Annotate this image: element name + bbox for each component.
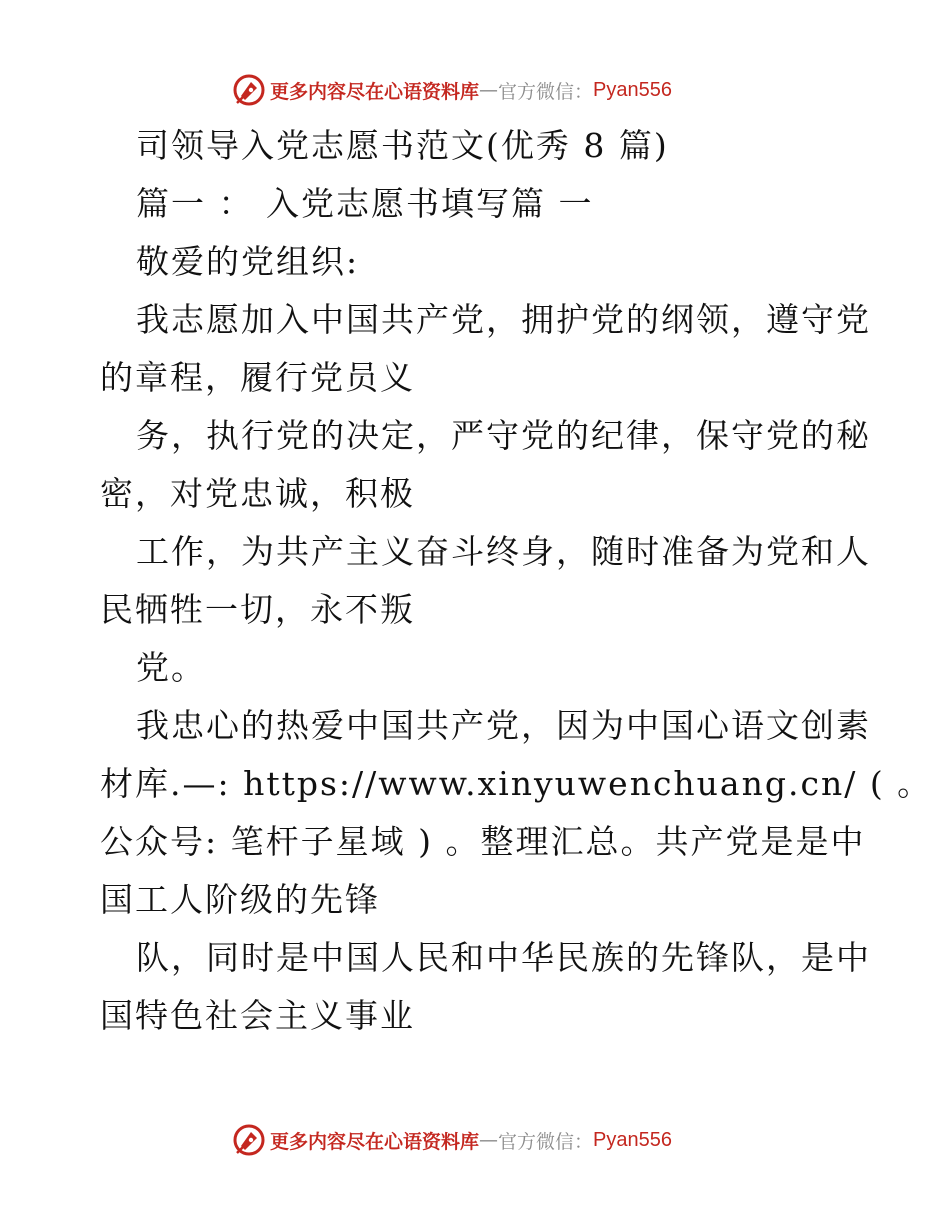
salutation: 敬爱的党组织: [136, 242, 360, 281]
pen-nib-logo-icon [232, 73, 266, 107]
body-line: 的章程，履行党员义 [100, 358, 415, 397]
wechat-label: 官方微信： [498, 80, 594, 103]
site-name-text: 更多内容尽在心语资料库 [270, 80, 480, 103]
wechat-id: Pyan556 [593, 1128, 672, 1151]
footer-banner [232, 1123, 672, 1157]
body-line: 我志愿加入中国共产党，拥护党的纲领，遵守党 [136, 300, 871, 339]
body-line: 民牺牲一切，永不叛 [100, 590, 415, 629]
body-line: 国特色社会主义事业 [100, 996, 415, 1035]
body-line: 材库.—: https://www.xinyuwenchuang.cn/ ( 。 [100, 764, 933, 803]
header-banner [232, 73, 672, 107]
body-line: 队，同时是中国人民和中华民族的先锋队，是中 [136, 938, 871, 977]
body-line: 我忠心的热爱中国共产党，因为中国心语文创素 [136, 706, 871, 745]
body-line: 务，执行党的决定，严守党的纪律，保守党的秘 [136, 416, 871, 455]
body-line: 国工人阶级的先锋 [100, 880, 380, 919]
body-line: 公众号: 笔杆子星域 ) 。整理汇总。共产党是是中 [100, 822, 866, 861]
body-line: 密，对党忠诚，积极 [100, 474, 415, 513]
body-line: 工作，为共产主义奋斗终身，随时准备为党和人 [136, 532, 871, 571]
site-name-text: 更多内容尽在心语资料库 [270, 1130, 480, 1153]
document-title: 司领导入党志愿书范文(优秀 8 篇) [136, 126, 669, 165]
section-heading: 篇一 ： 入党志愿书填写篇 一 [136, 184, 594, 223]
banner-separator: — [479, 1129, 499, 1151]
banner-separator: — [479, 79, 499, 101]
pen-nib-logo-icon [232, 1123, 266, 1157]
wechat-label: 官方微信： [498, 1130, 594, 1153]
body-line: 党。 [136, 648, 206, 687]
wechat-id: Pyan556 [593, 78, 672, 101]
